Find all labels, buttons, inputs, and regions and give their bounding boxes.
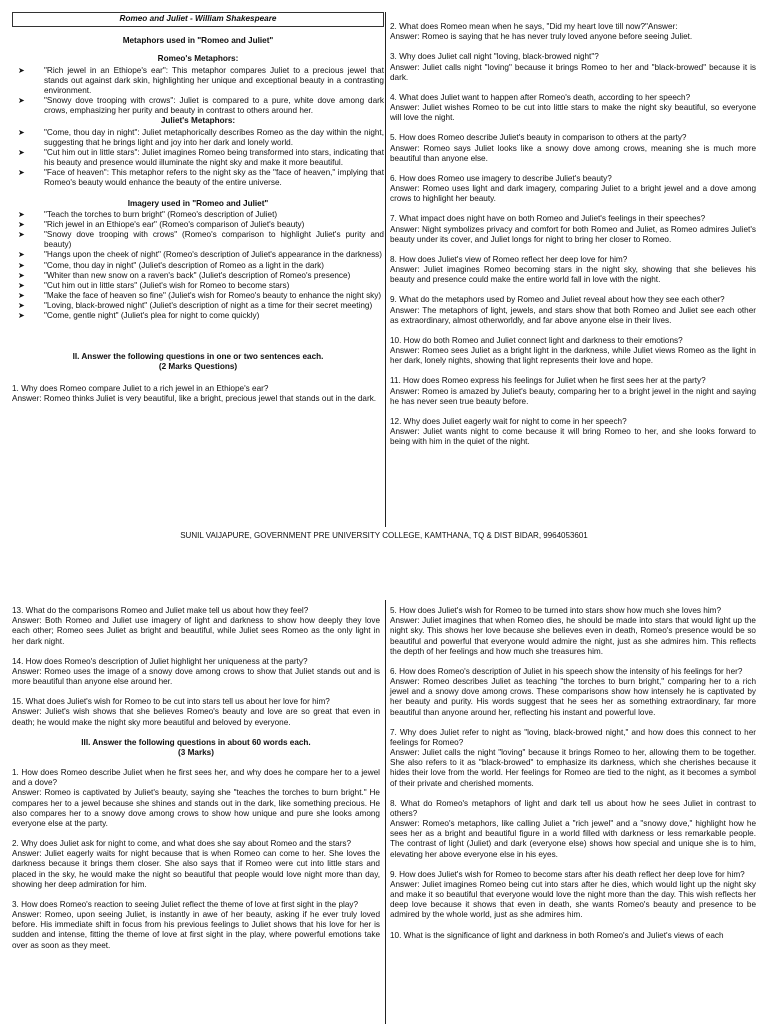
- list-item: ➤ "Snowy dove trooping with crows" (Romeo's comparison to highlight Juliet's purity and beauty): [18, 230, 384, 250]
- juliet-metaphors-heading: Juliet's Metaphors:: [160, 116, 236, 126]
- question-item: [390, 667, 756, 718]
- answer-text: Answer: Romeo says Juliet looks like a snowy dove among crows, meaning she is much more beautiful than anyone else.: [390, 143, 756, 163]
- page1-right-column: [390, 22, 756, 458]
- column-divider: [385, 600, 386, 1024]
- page2-left-column: [12, 606, 380, 961]
- question-text: 3. How does Romeo's reaction to seeing Juliet reflect the theme of love at first sight in the play?: [12, 899, 359, 909]
- question-item: [390, 728, 756, 789]
- arrow-bullet-icon: ➤: [18, 250, 25, 260]
- question-text: 9. How does Juliet's wish for Romeo to become stars after his death reflect her deep love for him?: [390, 869, 745, 879]
- section-3-marks: (3 Marks): [178, 747, 214, 757]
- question-item: [390, 417, 756, 448]
- list-item: ➤ "Whiter than new snow on a raven's back" (Juliet's description of Romeo's presence): [18, 270, 351, 280]
- answer-text: Answer: Romeo uses light and dark imagery, comparing Juliet to a bright jewel and a dove among crows to highlight her beauty.: [390, 184, 756, 204]
- answer-text: Answer: Juliet's wish shows that she believes Romeo's beauty and love are so great that even in death; he would make the night sky more beautiful and beloved by everyone.: [12, 707, 380, 727]
- list-item: ➤ "Face of heaven": This metaphor refers to the night sky as the "face of heaven," implying that Romeo's beauty would enhance the beauty of the entire universe.: [18, 168, 384, 188]
- section-2-heading: [12, 352, 384, 372]
- question-item: [390, 799, 756, 860]
- question-item: [390, 214, 756, 245]
- question-text: 9. What do the metaphors used by Romeo and Juliet reveal about how they see each other?: [390, 295, 725, 305]
- page-2: [0, 600, 768, 1024]
- question-item: [390, 376, 756, 407]
- answer-text: Answer: Night symbolizes privacy and comfort for both Romeo and Juliet, as Romeo admires Juliet's beauty under its cover, and Juliet longs for night to bring her closer to Romeo.: [390, 224, 756, 244]
- section-3-heading: [12, 738, 380, 758]
- page-footer: SUNIL VAIJAPURE, GOVERNMENT PRE UNIVERSITY COLLEGE, KAMTHANA, TQ & DIST BIDAR, 9964053601: [180, 531, 588, 540]
- list-item: ➤ "Rich jewel in an Ethiope's ear" (Romeo's comparison of Juliet's beauty): [18, 219, 305, 229]
- question-text: 6. How does Romeo's description of Juliet in his speech show the intensity of his feelings for her?: [390, 666, 743, 676]
- arrow-bullet-icon: ➤: [18, 219, 25, 229]
- question-item: [390, 870, 756, 921]
- arrow-bullet-icon: ➤: [18, 270, 25, 280]
- list-item: ➤ "Hangs upon the cheek of night" (Romeo's description of Juliet's appearance in the darkness): [18, 250, 382, 260]
- romeo-metaphors-list: [12, 66, 384, 117]
- arrow-bullet-icon: ➤: [18, 65, 25, 75]
- question-text: 1. How does Romeo describe Juliet when he first sees her, and why does he compare her to a jewel and a dove?: [12, 768, 380, 788]
- question-text: 7. What impact does night have on both Romeo and Juliet's feelings in their speeches?: [390, 214, 706, 224]
- list-item: ➤ "Loving, black-browed night" (Juliet's description of night as a time for their secret meeting): [18, 301, 373, 311]
- question-item: [390, 22, 756, 42]
- question-item: [390, 336, 756, 367]
- question-item: [390, 606, 756, 657]
- answer-text: Answer: Romeo thinks Juliet is very beautiful, like a bright, precious jewel that stands out in the dark.: [12, 394, 377, 404]
- list-item: ➤ "Snowy dove trooping with crows": Juliet is compared to a pure, white dove among dark crows, emphasizing her purity and beauty in contrast to others around her.: [18, 96, 384, 116]
- question-text: 13. What do the comparisons Romeo and Juliet make tell us about how they feel?: [12, 606, 309, 615]
- arrow-bullet-icon: ➤: [18, 209, 25, 219]
- question-text: 4. What does Juliet want to happen after Romeo's death, according to her speech?: [390, 92, 691, 102]
- list-item: ➤ "Cut him out in little stars": Juliet imagines Romeo being transformed into stars, indicating that his beauty and presence would illuminate the night sky and make it more beautiful.: [18, 147, 384, 168]
- metaphors-heading: Metaphors used in "Romeo and Juliet": [122, 36, 274, 46]
- question-text: 2. Why does Juliet ask for night to come, and what does she say about Romeo and the stars?: [12, 839, 352, 849]
- list-item: ➤ "Come, thou day in night" (Juliet's description of Romeo as a light in the dark): [18, 260, 324, 270]
- list-item: ➤ "Rich jewel in an Ethiope's ear": This metaphor compares Juliet to a precious jewel that stands out against dark skin, highlighting her unique and exceptional beauty in a contrasting environment.: [18, 65, 384, 95]
- answer-text: Answer: Romeo is saying that he has never truly loved anyone before seeing Juliet.: [390, 32, 693, 42]
- list-item: ➤ "Come, gentle night" (Juliet's plea for night to come quickly): [18, 311, 260, 321]
- question-item: [12, 768, 380, 829]
- question-text: 10. What is the significance of light and darkness in both Romeo's and Juliet's views of each: [390, 930, 724, 940]
- section-3-title: III. Answer the following questions in about 60 words each.: [81, 737, 311, 747]
- question-item: [390, 295, 756, 326]
- arrow-bullet-icon: ➤: [18, 230, 25, 240]
- document-title: Romeo and Juliet - William Shakespeare: [119, 14, 277, 23]
- question-text: 14. How does Romeo's description of Juliet highlight her uniqueness at the party?: [12, 656, 308, 666]
- arrow-bullet-icon: ➤: [18, 280, 25, 290]
- question-text: 11. How does Romeo express his feelings for Juliet when he first sees her at the party?: [390, 376, 706, 386]
- answer-text: Answer: Romeo, upon seeing Juliet, is instantly in awe of her beauty, asking if he ever truly loved before. His immediate shift in focus from his previous feelings to Juliet shows that his love for her is sudden and intense, fitting the theme of love at first sight in the play, where powerful emotions take over as soon as they meet.: [12, 910, 380, 950]
- question-item: [390, 93, 756, 124]
- question-text: 5. How does Romeo describe Juliet's beauty in comparison to others at the party?: [390, 133, 687, 143]
- imagery-list: [12, 210, 384, 322]
- question-text: 6. How does Romeo use imagery to describe Juliet's beauty?: [390, 173, 612, 183]
- page1-left-column: [12, 0, 384, 414]
- list-item: ➤ "Teach the torches to burn bright" (Romeo's description of Juliet): [18, 209, 278, 219]
- arrow-bullet-icon: ➤: [18, 96, 25, 106]
- question-item: [12, 839, 380, 890]
- question-text: 3. Why does Juliet call night "loving, black-browed night"?: [390, 52, 599, 62]
- answer-text: Answer: Juliet imagines Romeo becoming stars in the night sky, showing that she believes his beauty and presence could make the entire world fall in love with the night.: [390, 265, 756, 285]
- document-title-box: [12, 12, 384, 27]
- answer-text: Answer: Romeo describes Juliet as teaching "the torches to burn bright," comparing her to a rich jewel and a snowy dove among crows. These comparisons show how intensely he is captivated by her beauty and purity. His words suggest that he sees her as something extraordinary, far more beautiful than anyone around her, reflecting his instant and powerful love.: [390, 677, 756, 717]
- section-2-marks: (2 Marks Questions): [158, 361, 238, 371]
- question-text: 1. Why does Romeo compare Juliet to a rich jewel in an Ethiope's ear?: [12, 383, 269, 393]
- question-item: [12, 384, 384, 404]
- question-item: [390, 52, 756, 83]
- question-item: [12, 697, 380, 728]
- column-divider: [385, 12, 386, 527]
- juliet-metaphors-list: [12, 128, 384, 189]
- answer-text: Answer: Romeo uses the image of a snowy dove among crows to show that Juliet stands out and is more beautiful than anyone else around her.: [12, 666, 380, 687]
- answer-text: Answer: Both Romeo and Juliet use imagery of light and darkness to show how deeply they love each other; Romeo sees Juliet as bright and beautiful, while Juliet sees Romeo as the only light in her dark night.: [12, 616, 380, 646]
- question-text: 2. What does Romeo mean when he says, "Did my heart love till now?"Answer:: [390, 22, 678, 31]
- question-text: 8. What do Romeo's metaphors of light and dark tell us about how he sees Juliet in contrast to others?: [390, 798, 756, 818]
- answer-text: Answer: Juliet imagines Romeo being cut into stars after he dies, which would light up the night sky and make it so beautiful that everyone would love the night more than the day. This wish reflects her deep love because it shows that even in death, she wants Romeo's beauty and presence to be admired by the whole world, just as she admires him.: [390, 879, 756, 920]
- arrow-bullet-icon: ➤: [18, 168, 25, 178]
- answer-text: Answer: Juliet wishes Romeo to be cut into little stars to make the night sky beautiful, so everyone will love the night.: [390, 103, 756, 123]
- answer-text: Answer: Juliet imagines that when Romeo dies, he should be made into stars that would light up the night sky. This shows her love because she believes even in death, Romeo's presence would be so beautiful and powerful that everyone would admire the night, just as she admires him. This reflects the depth of her feelings and how much she treasures him.: [390, 616, 756, 656]
- answer-text: Answer: Romeo sees Juliet as a bright light in the darkness, while Juliet views Romeo as the light in her dark, lonely nights, showing that light represents their love and hope.: [390, 346, 756, 366]
- question-text: 7. Why does Juliet refer to night as "loving, black-browed night," and how does this connect to her feelings for Romeo?: [390, 727, 756, 747]
- question-text: 10. How do both Romeo and Juliet connect light and darkness to their emotions?: [390, 335, 683, 345]
- section-2-title: II. Answer the following questions in one or two sentences each.: [72, 351, 324, 361]
- answer-text: Answer: Juliet eagerly waits for night because that is when Romeo can come to her. She loves the darkness because it brings them closer. She also says that if Romeo were cut into little stars and placed in the sky, he would make the night so beautiful that people would love night more than day, showing her deep admiration for him.: [12, 849, 380, 889]
- answer-text: Answer: Juliet calls night "loving" because it brings Romeo to her and "black-browed" because it is dark.: [390, 62, 756, 82]
- list-item: ➤ "Cut him out in little stars" (Juliet's wish for Romeo to become stars): [18, 280, 290, 290]
- arrow-bullet-icon: ➤: [18, 260, 25, 270]
- question-item: [390, 174, 756, 205]
- imagery-heading: Imagery used in "Romeo and Juliet": [127, 198, 269, 208]
- arrow-bullet-icon: ➤: [18, 147, 25, 157]
- list-item: ➤ "Make the face of heaven so fine" (Juliet's wish for Romeo's beauty to enhance the night sky): [18, 291, 382, 301]
- arrow-bullet-icon: ➤: [18, 301, 25, 311]
- answer-text: Answer: Romeo is captivated by Juliet's beauty, saying she "teaches the torches to burn bright." He compares her to a jewel because she shines and stands out in the dark, like something precious. He also compares her to a snowy dove among crows to show how unique and pure she looks among everyone else at the party.: [12, 788, 380, 828]
- arrow-bullet-icon: ➤: [18, 291, 25, 301]
- list-item: ➤ "Come, thou day in night": Juliet metaphorically describes Romeo as the day within the night, suggesting that he brings light and joy into her dark and lonely world.: [18, 127, 384, 147]
- answer-text: Answer: Romeo is amazed by Juliet's beauty, comparing her to a bright jewel in the night and saying he has never seen true beauty before.: [390, 386, 756, 406]
- question-item: [390, 133, 756, 164]
- answer-text: Answer: Juliet calls the night "loving" because it brings Romeo to her, allowing them to be together. She also refers to it as "black-browed" to emphasize its darkness, which she cherishes because it hides their love from the world. Her feelings for Romeo are tied to the night, as it becomes a symbol of their private and cherished moments.: [390, 748, 756, 788]
- arrow-bullet-icon: ➤: [18, 127, 25, 137]
- question-item: [390, 255, 756, 286]
- question-item: [390, 931, 756, 941]
- question-item: [12, 900, 380, 951]
- question-text: 5. How does Juliet's wish for Romeo to be turned into stars show how much she loves him?: [390, 606, 722, 615]
- question-text: 8. How does Juliet's view of Romeo reflect her deep love for him?: [390, 254, 628, 264]
- answer-text: Answer: Juliet wants night to come because it will bring Romeo to her, and she looks forward to being with him in the quiet of the night.: [390, 427, 756, 447]
- question-item: [12, 657, 380, 688]
- page2-right-column: [390, 606, 756, 951]
- romeo-metaphors-heading: Romeo's Metaphors:: [157, 54, 239, 64]
- question-text: 12. Why does Juliet eagerly wait for night to come in her speech?: [390, 416, 627, 426]
- answer-text: Answer: Romeo's metaphors, like calling Juliet a "rich jewel" and a "snowy dove," highlight how he sees her as a bright and beautiful figure in a world filled with darkness or less remarkable people. The contrast of light (Juliet) and dark (everyone else) shows how special and unique she is to him, elevating her above everyone else in his eyes.: [390, 819, 756, 859]
- answer-text: Answer: The metaphors of light, jewels, and stars show that both Romeo and Juliet see each other as extraordinary, almost otherworldly, and far above anyone else in their lives.: [390, 305, 756, 325]
- question-text: 15. What does Juliet's wish for Romeo to be cut into stars tell us about her love for him?: [12, 697, 330, 707]
- arrow-bullet-icon: ➤: [18, 311, 25, 321]
- question-item: [12, 606, 380, 647]
